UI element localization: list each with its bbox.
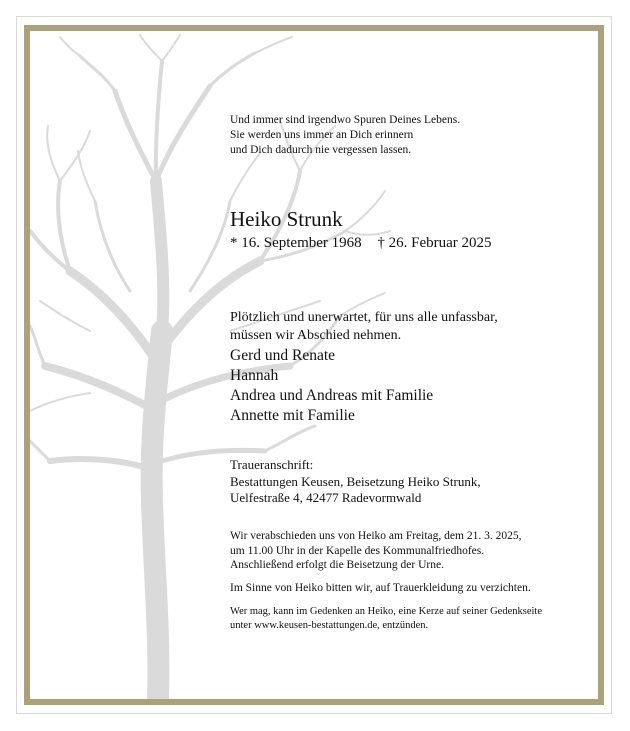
birth-date: * 16. September 1968 [230,235,362,251]
candle-info [230,605,600,632]
quote-line: Und immer sind irgendwo Spuren Deines Lebens. [230,114,461,126]
candle-line: Wer mag, kann im Gedenken an Heiko, eine Kerze auf seiner Gedenkseite [230,606,542,617]
service-line: Wir verabschieden uns von Heiko am Freitag, dem 21. 3. 2025, [230,530,522,542]
mourners-list [230,346,433,426]
mourner: Annette mit Familie [230,407,355,424]
service-line: Anschließend erfolgt die Beisetzung der Urne. [230,559,444,571]
quote-line: und Dich dadurch nie vergessen lassen. [230,144,412,156]
quote-line: Sie werden uns immer an Dich erinnern [230,129,414,141]
death-date: † 26. Februar 2025 [377,235,492,251]
deceased-name: Heiko Strunk [230,207,343,231]
announcement-line: Plötzlich und unerwartet, für uns alle unfassbar, [230,310,498,325]
obituary-card [24,25,604,705]
address-line: Traueranschrift: [230,457,314,472]
service-line: um 11.00 Uhr in der Kapelle des Kommunalfriedhofes. [230,544,485,557]
mourner: Hannah [230,367,279,384]
memorial-quote [230,113,460,158]
life-dates [230,234,492,253]
announcement-line: müssen wir Abschied nehmen. [230,327,402,343]
mourner: Gerd und Renate [230,347,336,364]
service-info [230,529,521,573]
address-line: Uelfestraße 4, 42477 Radevormwald [230,490,422,505]
mourner: Andrea und Andreas mit Familie [230,387,434,404]
address-line: Bestattungen Keusen, Beisetzung Heiko Strunk, [230,473,481,489]
dress-request: Im Sinne von Heiko bitten wir, auf Trauerkleidung zu verzichten. [230,582,531,594]
announcement [230,309,498,344]
candle-line: unter www.keusen-bestattungen.de, entzünden. [230,619,429,631]
mourning-address [230,457,481,507]
